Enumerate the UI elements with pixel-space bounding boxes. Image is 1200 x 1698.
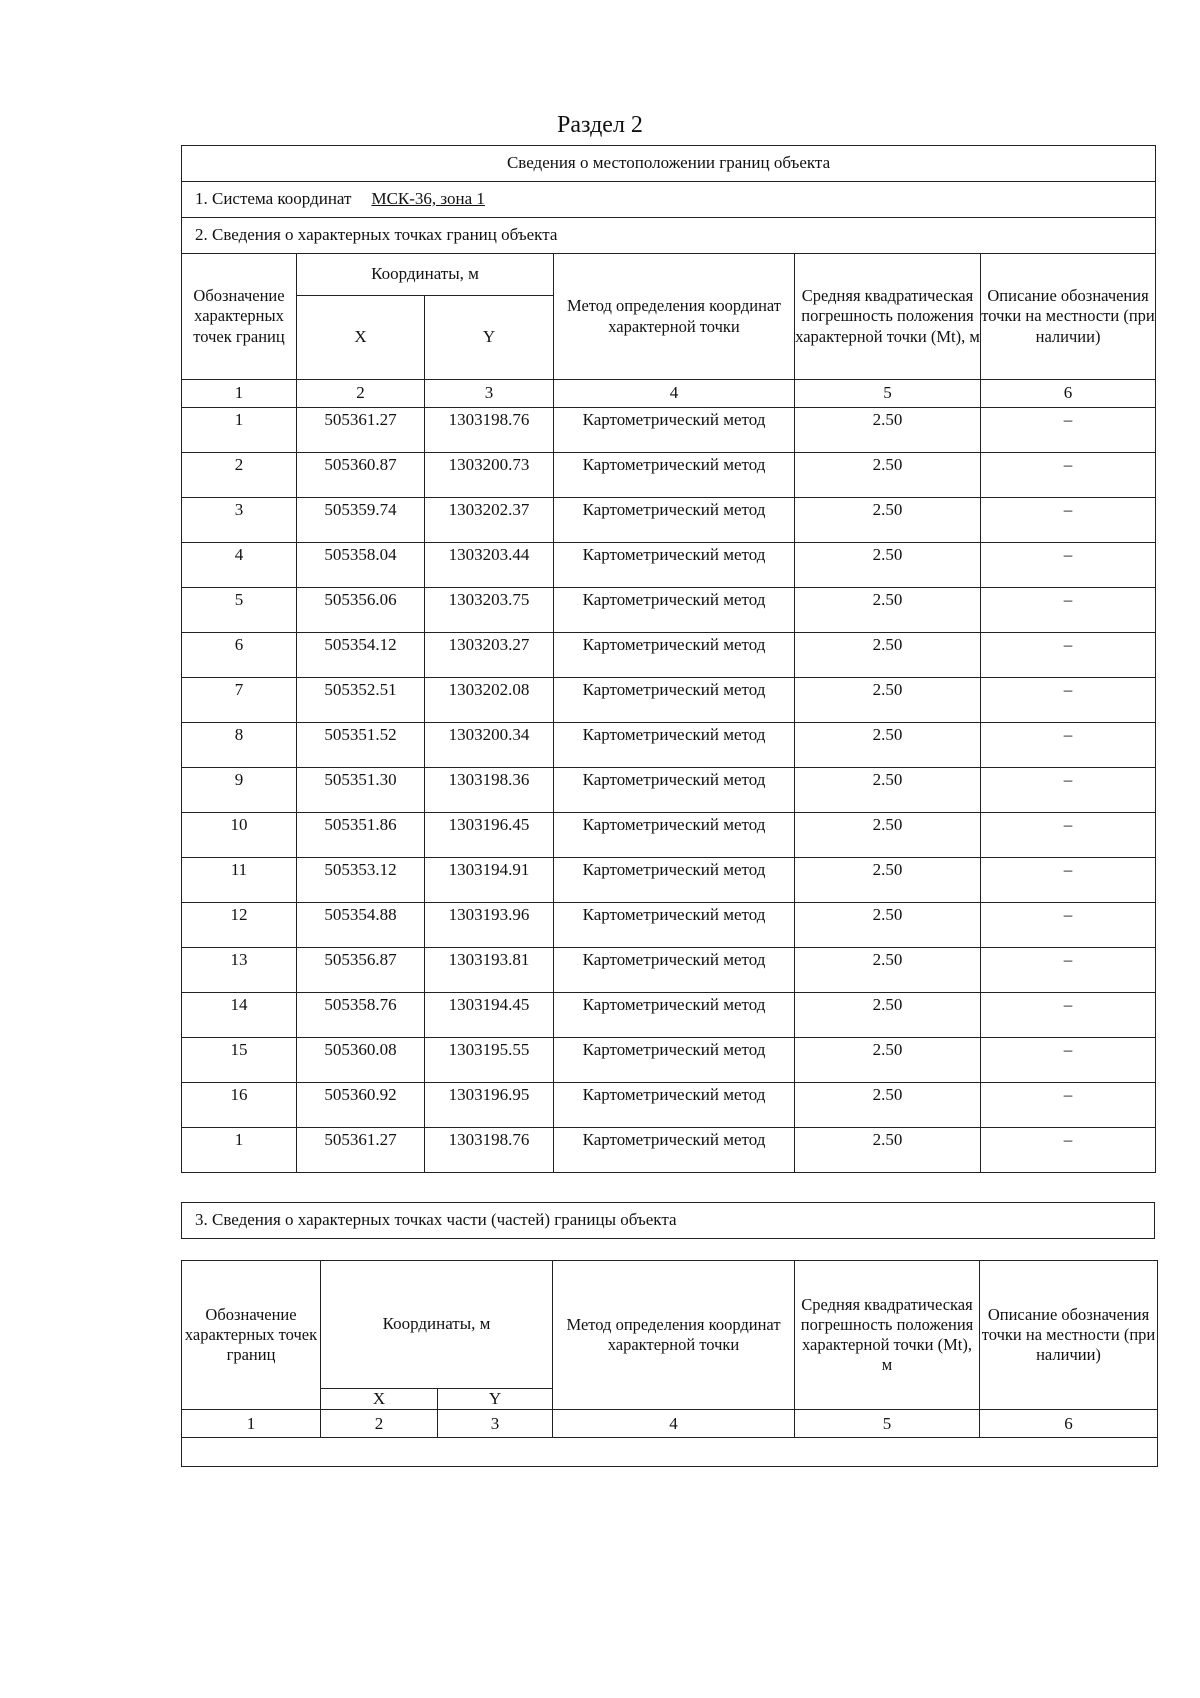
cell-point: 6	[182, 633, 297, 678]
table-row	[182, 543, 1156, 588]
cell-error: 2.50	[795, 633, 981, 678]
header-description: Описание обозначения точки на местности (при наличии)	[981, 254, 1156, 380]
cell-point: 7	[182, 678, 297, 723]
cell-point: 8	[182, 723, 297, 768]
table-caption: Сведения о местоположении границ объекта	[182, 146, 1156, 182]
col-number: 2	[297, 380, 425, 408]
cell-desc: –	[981, 1128, 1156, 1173]
cell-y: 1303193.81	[425, 948, 554, 993]
cell-y: 1303196.95	[425, 1083, 554, 1128]
cell-x: 505360.87	[297, 453, 425, 498]
cell-desc: –	[981, 948, 1156, 993]
cell-y: 1303203.27	[425, 633, 554, 678]
cell-error: 2.50	[795, 1128, 981, 1173]
table-row	[182, 993, 1156, 1038]
header-x: X	[321, 1389, 438, 1410]
col-number: 3	[425, 380, 554, 408]
cell-x: 505356.87	[297, 948, 425, 993]
coordinate-system-value: МСК-36, зона 1	[371, 189, 485, 209]
cell-point: 4	[182, 543, 297, 588]
cell-error: 2.50	[795, 813, 981, 858]
cell-desc: –	[981, 633, 1156, 678]
header-point: Обозначение характерных точек границ	[182, 1261, 321, 1410]
cell-method: Картометрический метод	[554, 1083, 795, 1128]
header-description: Описание обозначения точки на местности (при наличии)	[980, 1261, 1158, 1410]
table-row	[182, 498, 1156, 543]
cell-method: Картометрический метод	[554, 948, 795, 993]
cell-y: 1303195.55	[425, 1038, 554, 1083]
cell-error: 2.50	[795, 858, 981, 903]
cell-error: 2.50	[795, 723, 981, 768]
table-row	[182, 633, 1156, 678]
part-boundary-table	[181, 1260, 1158, 1467]
table-row	[182, 948, 1156, 993]
cell-desc: –	[981, 813, 1156, 858]
cell-method: Картометрический метод	[554, 903, 795, 948]
cell-x: 505351.86	[297, 813, 425, 858]
col-number: 4	[553, 1410, 795, 1438]
cell-point: 10	[182, 813, 297, 858]
header-coords: Координаты, м	[321, 1261, 553, 1389]
cell-x: 505359.74	[297, 498, 425, 543]
col-number: 5	[795, 1410, 980, 1438]
cell-method: Картометрический метод	[554, 1128, 795, 1173]
cell-method: Картометрический метод	[554, 453, 795, 498]
cell-method: Картометрический метод	[554, 1038, 795, 1083]
cell-x: 505358.76	[297, 993, 425, 1038]
cell-desc: –	[981, 498, 1156, 543]
cell-desc: –	[981, 858, 1156, 903]
cell-error: 2.50	[795, 903, 981, 948]
cell-y: 1303198.36	[425, 768, 554, 813]
cell-y: 1303196.45	[425, 813, 554, 858]
cell-method: Картометрический метод	[554, 543, 795, 588]
table-row	[182, 768, 1156, 813]
coordinate-system-row	[182, 182, 1156, 218]
cell-x: 505354.12	[297, 633, 425, 678]
header-error: Средняя квадратическая погрешность положения характерной точки (Mt), м	[795, 254, 981, 380]
cell-desc: –	[981, 1038, 1156, 1083]
header-y: Y	[438, 1389, 553, 1410]
cell-error: 2.50	[795, 498, 981, 543]
cell-y: 1303200.73	[425, 453, 554, 498]
cell-y: 1303193.96	[425, 903, 554, 948]
cell-x: 505353.12	[297, 858, 425, 903]
cell-point: 1	[182, 408, 297, 453]
cell-point: 11	[182, 858, 297, 903]
cell-error: 2.50	[795, 1038, 981, 1083]
cell-error: 2.50	[795, 678, 981, 723]
col-number: 4	[554, 380, 795, 408]
cell-point: 5	[182, 588, 297, 633]
cell-y: 1303202.08	[425, 678, 554, 723]
header-x: X	[297, 296, 425, 380]
empty-cell	[182, 1438, 1158, 1467]
cell-point: 3	[182, 498, 297, 543]
section3-title-box	[181, 1202, 1155, 1239]
cell-y: 1303194.91	[425, 858, 554, 903]
table-row	[182, 678, 1156, 723]
table-row	[182, 1038, 1156, 1083]
table-row	[182, 1083, 1156, 1128]
table-row	[182, 723, 1156, 768]
cell-error: 2.50	[795, 408, 981, 453]
section2-title: 2. Сведения о характерных точках границ объекта	[182, 218, 1156, 254]
table-row	[182, 588, 1156, 633]
header-method: Метод определения координат характерной точки	[554, 254, 795, 380]
cell-desc: –	[981, 768, 1156, 813]
header-method: Метод определения координат характерной точки	[553, 1261, 795, 1410]
cell-error: 2.50	[795, 1083, 981, 1128]
coordinate-system-label: 1. Система координат	[195, 189, 352, 209]
cell-point: 12	[182, 903, 297, 948]
col-number: 5	[795, 380, 981, 408]
cell-desc: –	[981, 588, 1156, 633]
table-row	[182, 408, 1156, 453]
cell-error: 2.50	[795, 588, 981, 633]
cell-desc: –	[981, 723, 1156, 768]
cell-desc: –	[981, 453, 1156, 498]
cell-method: Картометрический метод	[554, 993, 795, 1038]
cell-x: 505356.06	[297, 588, 425, 633]
cell-y: 1303198.76	[425, 1128, 554, 1173]
cell-point: 13	[182, 948, 297, 993]
header-y: Y	[425, 296, 554, 380]
cell-error: 2.50	[795, 768, 981, 813]
cell-desc: –	[981, 678, 1156, 723]
cell-point: 9	[182, 768, 297, 813]
col-number: 2	[321, 1410, 438, 1438]
col-number: 1	[182, 1410, 321, 1438]
cell-y: 1303202.37	[425, 498, 554, 543]
cell-method: Картометрический метод	[554, 768, 795, 813]
cell-error: 2.50	[795, 453, 981, 498]
cell-method: Картометрический метод	[554, 498, 795, 543]
header-error: Средняя квадратическая погрешность положения характерной точки (Mt), м	[795, 1261, 980, 1410]
col-number: 3	[438, 1410, 553, 1438]
cell-error: 2.50	[795, 543, 981, 588]
column-numbers-row	[182, 380, 1156, 408]
cell-x: 505358.04	[297, 543, 425, 588]
cell-method: Картометрический метод	[554, 813, 795, 858]
cell-y: 1303203.75	[425, 588, 554, 633]
cell-point: 15	[182, 1038, 297, 1083]
col-number: 1	[182, 380, 297, 408]
cell-x: 505351.30	[297, 768, 425, 813]
cell-y: 1303194.45	[425, 993, 554, 1038]
cell-method: Картометрический метод	[554, 633, 795, 678]
cell-point: 16	[182, 1083, 297, 1128]
cell-x: 505351.52	[297, 723, 425, 768]
cell-desc: –	[981, 1083, 1156, 1128]
table-row	[182, 1128, 1156, 1173]
cell-x: 505352.51	[297, 678, 425, 723]
cell-x: 505361.27	[297, 1128, 425, 1173]
cell-x: 505360.92	[297, 1083, 425, 1128]
section3-title: 3. Сведения о характерных точках части (частей) границы объекта	[182, 1203, 1155, 1239]
cell-desc: –	[981, 543, 1156, 588]
table-row	[182, 453, 1156, 498]
table-row	[182, 903, 1156, 948]
cell-x: 505360.08	[297, 1038, 425, 1083]
cell-x: 505354.88	[297, 903, 425, 948]
header-coords: Координаты, м	[297, 254, 554, 296]
cell-method: Картометрический метод	[554, 858, 795, 903]
table-row	[182, 858, 1156, 903]
table-row	[182, 813, 1156, 858]
col-number: 6	[980, 1410, 1158, 1438]
cell-y: 1303198.76	[425, 408, 554, 453]
cell-y: 1303200.34	[425, 723, 554, 768]
cell-method: Картометрический метод	[554, 678, 795, 723]
header-point: Обозначение характерных точек границ	[182, 254, 297, 380]
cell-desc: –	[981, 408, 1156, 453]
page-title: Раздел 2	[557, 112, 643, 138]
cell-error: 2.50	[795, 993, 981, 1038]
cell-x: 505361.27	[297, 408, 425, 453]
col-number: 6	[981, 380, 1156, 408]
cell-method: Картометрический метод	[554, 408, 795, 453]
column-numbers-row	[182, 1410, 1158, 1438]
cell-y: 1303203.44	[425, 543, 554, 588]
cell-point: 14	[182, 993, 297, 1038]
table-body	[182, 408, 1156, 1173]
cell-error: 2.50	[795, 948, 981, 993]
cell-point: 2	[182, 453, 297, 498]
empty-row	[182, 1438, 1158, 1467]
cell-method: Картометрический метод	[554, 588, 795, 633]
cell-method: Картометрический метод	[554, 723, 795, 768]
cell-desc: –	[981, 903, 1156, 948]
cell-desc: –	[981, 993, 1156, 1038]
cell-point: 1	[182, 1128, 297, 1173]
boundary-points-table	[181, 145, 1156, 1173]
